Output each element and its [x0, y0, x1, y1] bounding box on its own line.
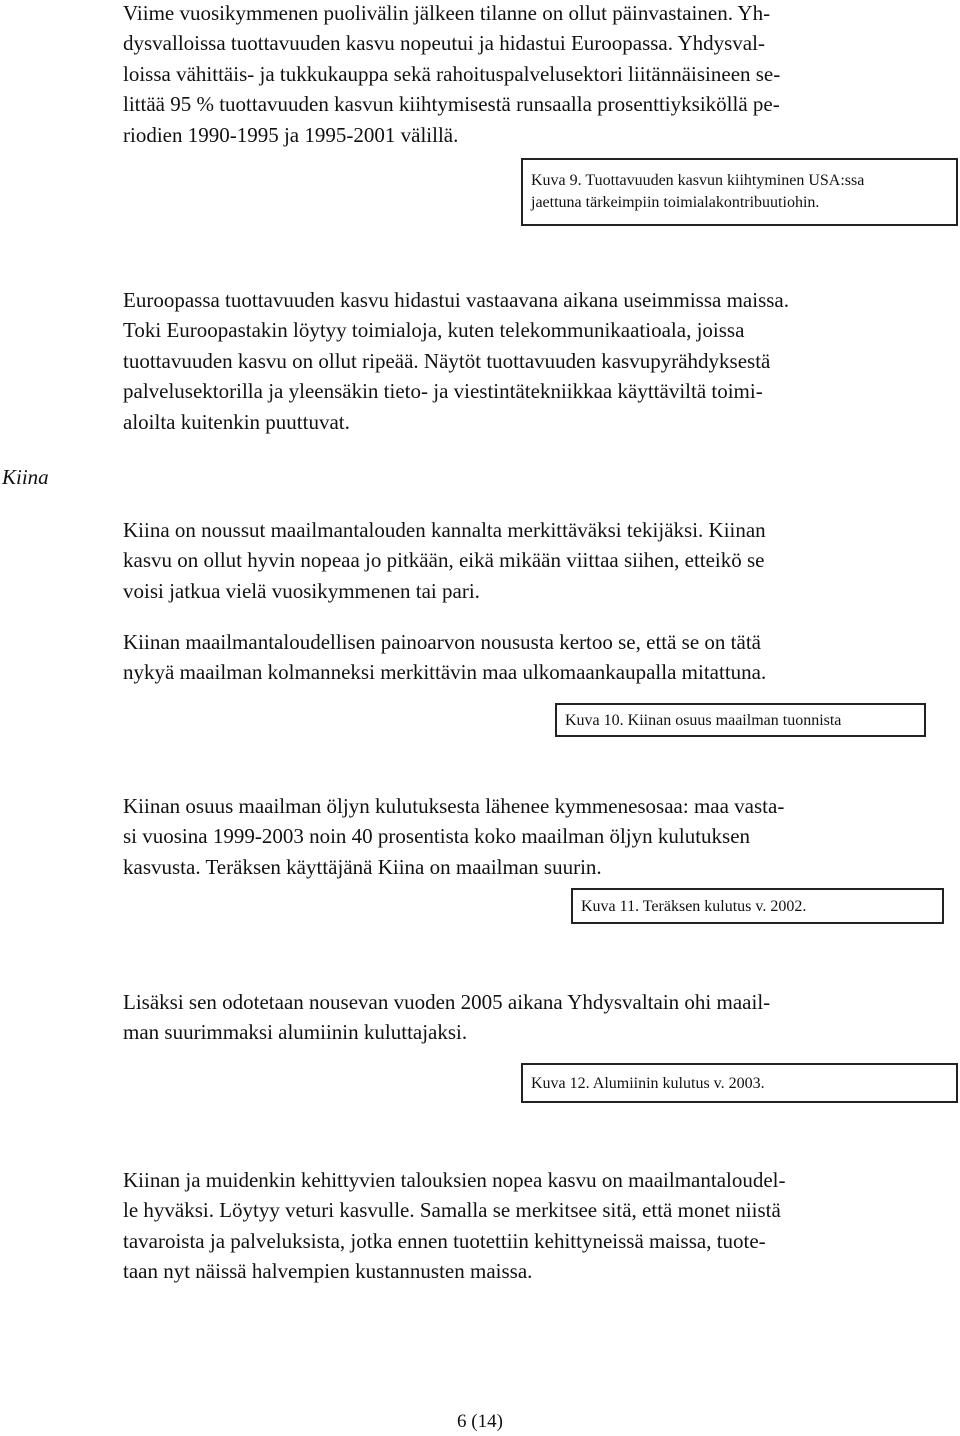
text-line: littää 95 % tuottavuuden kasvun kiihtymisestä runsaalla prosenttiyksiköllä pe-	[123, 92, 780, 117]
text-line: Kiinan maailmantaloudellisen painoarvon noususta kertoo se, että se on tätä	[123, 630, 761, 654]
figure-caption-kuva-12	[521, 1063, 958, 1103]
text-line: si vuosina 1999-2003 noin 40 prosentista koko maailman öljyn kulutuksen	[123, 824, 751, 849]
page-number: 6 (14)	[457, 1411, 503, 1432]
paragraph-china-aluminium	[123, 987, 933, 1048]
figure-caption-kuva-11	[571, 888, 944, 924]
text-line: man suurimmaksi alumiinin kuluttajaksi.	[123, 1020, 468, 1045]
text-line: dysvalloissa tuottavuuden kasvu nopeutui ja hidastui Euroopassa. Yhdysval-	[123, 31, 765, 56]
text-line: Lisäksi sen odotetaan nousevan vuoden 2005 aikana Yhdysvaltain ohi maail-	[123, 990, 771, 1014]
caption-line: Kuva 11. Teräksen kulutus v. 2002.	[581, 898, 807, 915]
text-line: tuottavuuden kasvu on ollut ripeää. Näytöt tuottavuuden kasvupyrähdyksestä	[123, 348, 771, 373]
caption-line: jaettuna tärkeimpiin toimialakontribuutiohin.	[531, 194, 820, 211]
text-line: le hyväksi. Löytyy veturi kasvulle. Samalla se merkitsee sitä, että monet niistä	[123, 1198, 781, 1223]
text-line: Viime vuosikymmenen puolivälin jälkeen tilanne on ollut päinvastainen. Yh-	[123, 1, 771, 25]
text-line: voisi jatkua vielä vuosikymmenen tai pari.	[123, 578, 480, 603]
paragraph-china-trade	[123, 627, 933, 688]
caption-line: Kuva 10. Kiinan osuus maailman tuonnista	[565, 712, 842, 729]
text-line: palvelusektorilla ja yleensäkin tieto- ja viestintätekniikkaa käyttäviltä toimi-	[123, 379, 763, 404]
text-line: taan nyt näissä halvempien kustannusten maissa.	[123, 1259, 533, 1284]
caption-line: Kuva 12. Alumiinin kulutus v. 2003.	[531, 1075, 765, 1092]
figure-caption-kuva-9	[521, 158, 958, 226]
text-line: nykyä maailman kolmanneksi merkittävin maa ulkomaankaupalla mitattuna.	[123, 660, 767, 685]
margin-label-kiina: Kiina	[2, 465, 49, 489]
paragraph-china-growth	[123, 515, 933, 606]
text-line: loissa vähittäis- ja tukkukauppa sekä rahoituspalvelusektori liitännäisineen se-	[123, 61, 781, 86]
paragraph-productivity-usa	[123, 0, 933, 150]
text-line: Euroopassa tuottavuuden kasvu hidastui vastaavana aikana useimmissa maissa.	[123, 288, 790, 312]
text-line: Kiina on noussut maailmantalouden kannalta merkittäväksi tekijäksi. Kiinan	[123, 518, 766, 542]
text-line: kasvusta. Teräksen käyttäjänä Kiina on maailman suurin.	[123, 854, 602, 879]
paragraph-developing-economies	[123, 1165, 933, 1287]
figure-caption-kuva-10	[555, 703, 926, 737]
text-line: tavaroista ja palveluksista, jotka ennen tuotettiin kehittyneissä maissa, tuote-	[123, 1228, 766, 1253]
paragraph-china-oil-steel	[123, 791, 933, 882]
text-line: Kiinan osuus maailman öljyn kulutuksesta lähenee kymmenesosaa: maa vasta-	[123, 794, 785, 818]
text-line: aloilta kuitenkin puuttuvat.	[123, 409, 350, 434]
text-line: Kiinan ja muidenkin kehittyvien talouksien nopea kasvu on maailmantaloudel-	[123, 1168, 786, 1192]
text-line: kasvu on ollut hyvin nopeaa jo pitkään, eikä mikään viittaa siihen, etteikö se	[123, 548, 765, 573]
text-line: riodien 1990-1995 ja 1995-2001 välillä.	[123, 122, 459, 147]
text-line: Toki Euroopastakin löytyy toimialoja, kuten telekommunikaatioala, joissa	[123, 318, 745, 343]
paragraph-productivity-europe	[123, 285, 933, 437]
caption-line: Kuva 9. Tuottavuuden kasvun kiihtyminen USA:ssa	[531, 172, 865, 189]
